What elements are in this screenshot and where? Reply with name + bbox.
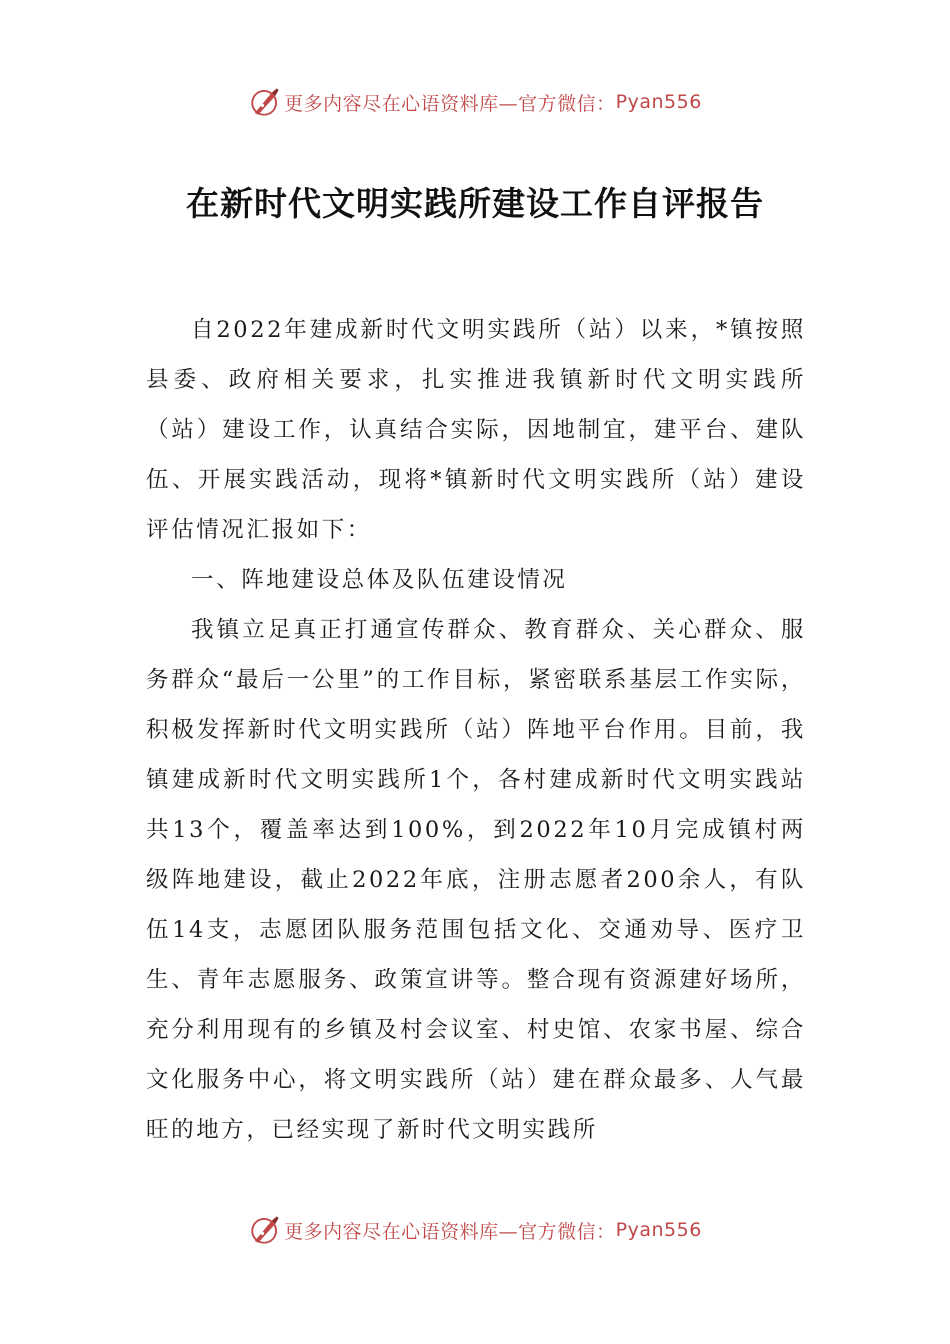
header-watermark-banner	[0, 82, 950, 122]
footer-watermark-banner	[0, 1210, 950, 1250]
banner-wechat-id: Pyan556	[615, 1219, 702, 1241]
pen-nib-logo-icon	[248, 85, 282, 119]
paragraph-intro: 自2022年建成新时代文明实践所（站）以来，*镇按照县委、政府相关要求，扎实推进我镇新时代文明实践所（站）建设工作，认真结合实际，因地制宜，建平台、建队伍、开展实践活动，现将*镇新时代文明实践所（站）建设评估情况汇报如下：	[146, 317, 806, 543]
paragraph-section-one: 我镇立足真正打通宣传群众、教育群众、关心群众、服务群众“最后一公里”的工作目标，紧密联系基层工作实际，积极发挥新时代文明实践所（站）阵地平台作用。目前，我镇建成新时代文明实践所1个，各村建成新时代文明实践站共13个，覆盖率达到100%，到2022年10月完成镇村两级阵地建设，截止2022年底，注册志愿者200余人，有队伍14支，志愿团队服务范围包括文化、交通劝导、医疗卫生、青年志愿服务、政策宣讲等。整合现有资源建好场所，充分利用现有的乡镇及村会议室、村史馆、农家书屋、综合文化服务中心，将文明实践所（站）建在群众最多、人气最旺的地方，已经实现了新时代文明实践所	[146, 617, 806, 1143]
banner-text: 更多内容尽在心语资料库—官方微信：	[284, 92, 616, 115]
banner-wechat-id: Pyan556	[615, 91, 702, 113]
document-title: 在新时代文明实践所建设工作自评报告	[186, 184, 764, 223]
banner-text: 更多内容尽在心语资料库—官方微信：	[284, 1220, 616, 1243]
section-heading: 一、阵地建设总体及队伍建设情况	[191, 567, 568, 593]
pen-nib-logo-icon	[248, 1213, 282, 1247]
document-body	[146, 305, 806, 1155]
